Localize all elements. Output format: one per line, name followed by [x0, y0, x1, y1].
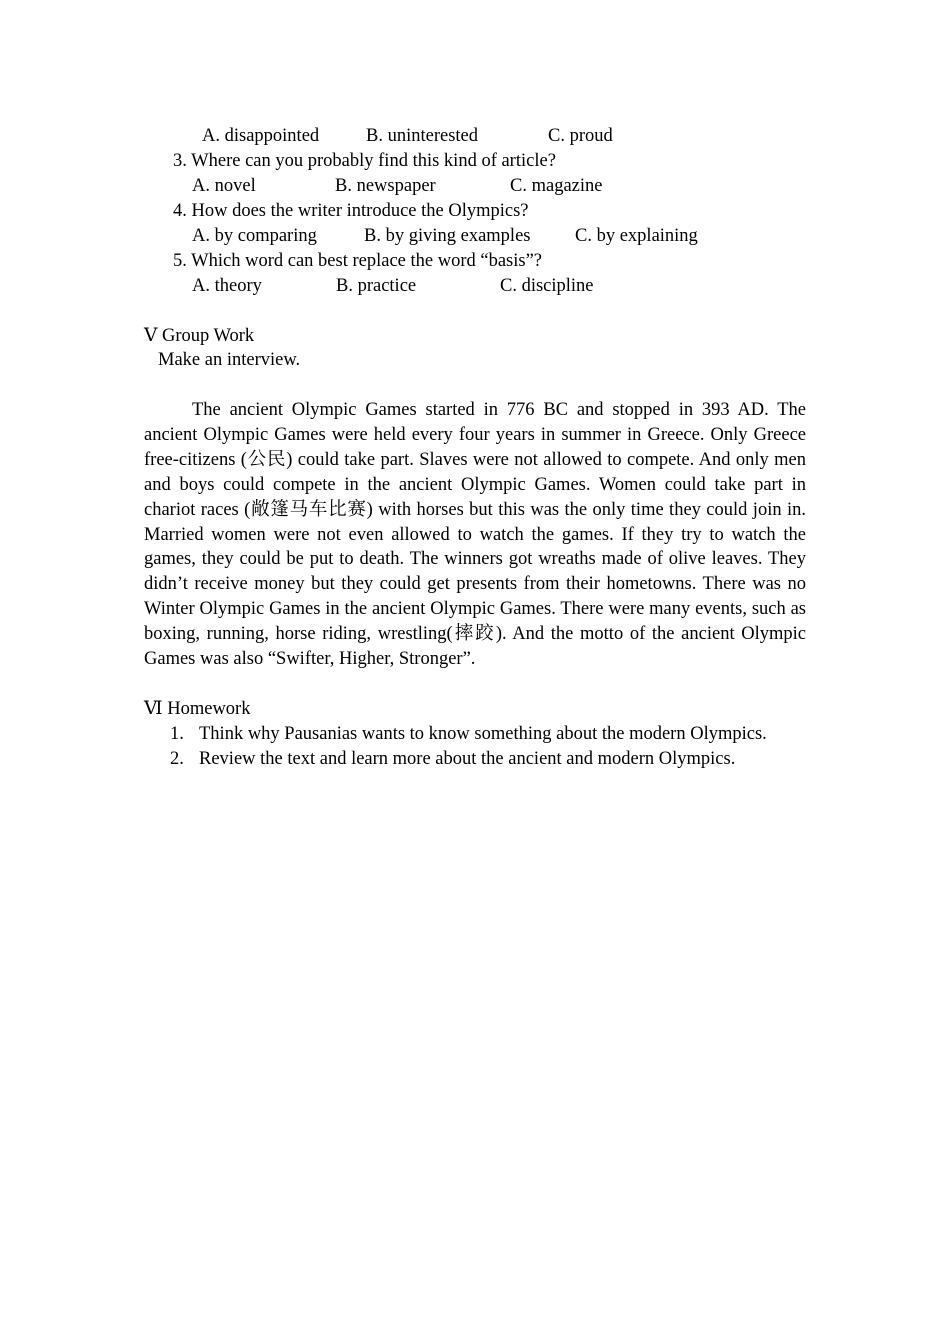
q5-option-b: B. practice: [336, 276, 417, 296]
q5-question: 5. Which word can best replace the word “basis”?: [173, 251, 542, 271]
group-work-instruction: Make an interview.: [158, 350, 301, 370]
q4-option-c: C. by explaining: [575, 226, 698, 246]
q4-option-a: A. by comparing: [192, 226, 317, 246]
homework-item-1-text: Think why Pausanias wants to know something about the modern Olympics.: [199, 724, 767, 744]
q3-question: 3. Where can you probably find this kind of article?: [173, 151, 556, 171]
q3-option-c: C. magazine: [510, 176, 603, 196]
q5-option-c: C. discipline: [500, 276, 594, 296]
homework-item-2-text: Review the text and learn more about the ancient and modern Olympics.: [199, 749, 736, 769]
group-work-heading: Ⅴ Group Work: [144, 326, 255, 346]
q4-option-b: B. by giving examples: [364, 226, 531, 246]
passage: [144, 398, 806, 672]
q2-option-c: C. proud: [548, 126, 613, 146]
q4-question: 4. How does the writer introduce the Olympics?: [173, 201, 529, 221]
passage-text: The ancient Olympic Games started in 776 BC and stopped in 393 AD. The ancient Olympic Games were held every four years in summer in Greece. Only Greece free-citizens (公民) could take part. Slaves were not allowed to compete. And only men and boys could compete in the ancient Olympic Games. Women could take part in chariot races (敞篷马车比赛) with horses but this was the only time they could join in. Married women were not even allowed to watch the games. If they try to watch the games, they could be put to death. The winners got wreaths made of olive leaves. They didn’t receive money but they could get presents from their hometowns. There was no Winter Olympic Games in the ancient Olympic Games. There were many events, such as boxing, running, horse riding, wrestling(摔跤). And the motto of the ancient Olympic Games was also “Swifter, Higher, Stronger”.: [144, 400, 806, 670]
q2-option-a: A. disappointed: [202, 126, 320, 146]
q3-option-b: B. newspaper: [335, 176, 436, 196]
q5-option-a: A. theory: [192, 276, 262, 296]
homework-item-2-number: 2.: [170, 749, 184, 769]
homework-heading: Ⅵ Homework: [144, 699, 251, 719]
q2-option-b: B. uninterested: [366, 126, 479, 146]
q3-option-a: A. novel: [192, 176, 256, 196]
homework-item-1-number: 1.: [170, 724, 184, 744]
